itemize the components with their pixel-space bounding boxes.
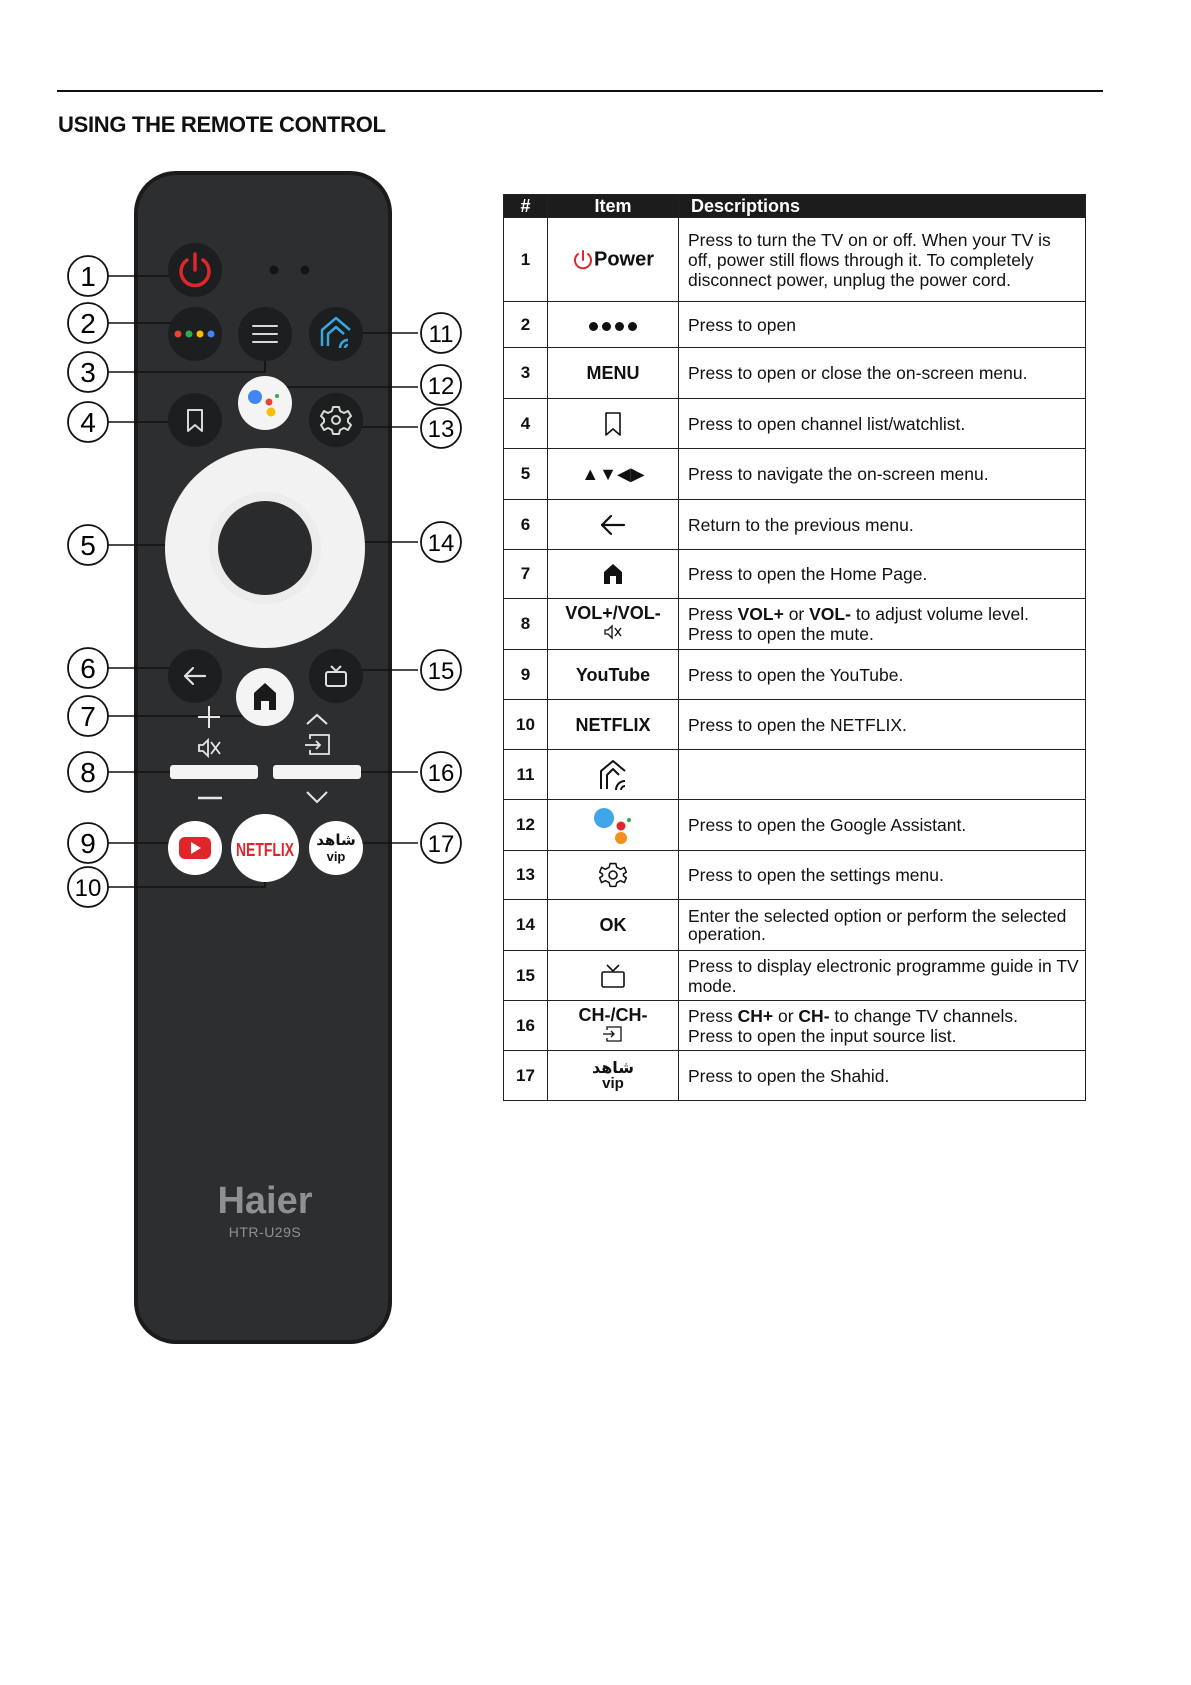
svg-text:1: 1 bbox=[80, 261, 96, 292]
row-description: Press to open the YouTube. bbox=[679, 650, 1086, 700]
callout-9 bbox=[68, 823, 108, 863]
table-row bbox=[504, 1001, 1086, 1051]
row-item bbox=[548, 750, 679, 800]
page-heading: USING THE REMOTE CONTROL bbox=[58, 112, 386, 137]
svg-text:15: 15 bbox=[427, 658, 455, 685]
row-description: Press to open the Google Assistant. bbox=[679, 800, 1086, 851]
table-row bbox=[504, 800, 1086, 851]
svg-text:13: 13 bbox=[427, 416, 455, 443]
four-dots-icon bbox=[548, 302, 679, 348]
callout-1 bbox=[68, 256, 108, 296]
row-number: 16 bbox=[504, 1001, 548, 1051]
svg-text:11: 11 bbox=[428, 321, 454, 348]
callout-5 bbox=[68, 525, 108, 565]
bookmark-icon bbox=[603, 411, 623, 437]
row-item bbox=[548, 399, 679, 449]
row-item: OK bbox=[548, 900, 679, 951]
indicator-dot bbox=[270, 266, 279, 275]
row-number: 10 bbox=[504, 700, 548, 750]
row-item bbox=[548, 550, 679, 599]
netflix-button[interactable] bbox=[231, 814, 299, 882]
svg-text:7: 7 bbox=[80, 701, 96, 732]
table-row bbox=[504, 302, 1086, 348]
row-number: 2 bbox=[504, 302, 548, 348]
shahid-button[interactable] bbox=[309, 821, 363, 875]
table-row bbox=[504, 750, 1086, 800]
svg-text:17: 17 bbox=[427, 831, 455, 858]
row-number: 17 bbox=[504, 1051, 548, 1101]
tv-guide-button[interactable] bbox=[309, 649, 363, 703]
svg-text:3: 3 bbox=[80, 357, 96, 388]
input-source-icon bbox=[601, 1025, 625, 1043]
callout-7 bbox=[68, 696, 108, 736]
power-label: Power bbox=[593, 248, 655, 271]
row-number: 1 bbox=[504, 218, 548, 302]
row-item bbox=[548, 851, 679, 900]
row-item bbox=[548, 218, 679, 302]
callout-17 bbox=[421, 823, 461, 863]
svg-text:12: 12 bbox=[427, 373, 455, 400]
shahid-vip-text: vip bbox=[326, 849, 346, 864]
row-description: Press to open bbox=[679, 302, 1086, 348]
table-row bbox=[504, 951, 1086, 1001]
row-description: Press to open channel list/watchlist. bbox=[679, 399, 1086, 449]
bookmark-button[interactable] bbox=[168, 393, 222, 447]
mute-icon bbox=[602, 623, 624, 641]
row-number: 14 bbox=[504, 900, 548, 951]
indicator-dot bbox=[301, 266, 310, 275]
table-row bbox=[504, 900, 1086, 951]
row-number: 7 bbox=[504, 550, 548, 599]
brand-logo: Haier bbox=[217, 1180, 313, 1222]
callout-13 bbox=[421, 408, 461, 448]
row-item: ▲▼◀▶ bbox=[548, 449, 679, 500]
vol-label: VOL+/VOL- bbox=[565, 603, 661, 623]
header-descriptions: Descriptions bbox=[679, 195, 1086, 218]
row-number: 11 bbox=[504, 750, 548, 800]
table-header-row bbox=[504, 195, 1086, 218]
row-number: 6 bbox=[504, 500, 548, 550]
shahid-text: شاهد bbox=[591, 1057, 635, 1077]
table-row bbox=[504, 700, 1086, 750]
svg-text:9: 9 bbox=[80, 828, 96, 859]
row-number: 5 bbox=[504, 449, 548, 500]
vip-text: vip bbox=[602, 1074, 624, 1092]
home-button[interactable] bbox=[236, 668, 294, 726]
home-icon bbox=[602, 563, 624, 585]
google-assistant-button[interactable] bbox=[238, 376, 292, 430]
row-description: Press VOL+ or VOL- to adjust volume level. Press to open the mute. bbox=[679, 599, 1086, 650]
callout-15 bbox=[421, 650, 461, 690]
row-description: Press to turn the TV on or off. When your TV is off, power still flows through it. To completely disconnect power, unplug the power cord. bbox=[679, 218, 1086, 302]
smart-home-button[interactable] bbox=[309, 307, 363, 361]
google-assistant-icon bbox=[591, 806, 635, 844]
row-item bbox=[548, 500, 679, 550]
row-number: 4 bbox=[504, 399, 548, 449]
row-item bbox=[548, 800, 679, 851]
row-number: 13 bbox=[504, 851, 548, 900]
callout-3 bbox=[68, 352, 108, 392]
callout-10 bbox=[68, 867, 108, 907]
svg-text:2: 2 bbox=[80, 308, 96, 339]
row-description: Return to the previous menu. bbox=[679, 500, 1086, 550]
row-item bbox=[548, 1001, 679, 1051]
shahid-logo-text: شاهد bbox=[316, 831, 356, 849]
row-number: 3 bbox=[504, 348, 548, 399]
netflix-logo-text: NETFLIX bbox=[236, 840, 294, 860]
row-description bbox=[679, 750, 1086, 800]
ok-button[interactable] bbox=[218, 501, 312, 595]
youtube-label: YouTube bbox=[548, 650, 679, 700]
table-row bbox=[504, 449, 1086, 500]
back-arrow-icon bbox=[599, 514, 627, 536]
callout-4 bbox=[68, 402, 108, 442]
svg-text:4: 4 bbox=[80, 407, 96, 438]
callout-11 bbox=[421, 313, 461, 353]
svg-text:6: 6 bbox=[80, 653, 96, 684]
power-button[interactable] bbox=[168, 243, 222, 297]
table-row bbox=[504, 348, 1086, 399]
row-description: Press to open the settings menu. bbox=[679, 851, 1086, 900]
table-row bbox=[504, 599, 1086, 650]
svg-text:16: 16 bbox=[427, 760, 455, 787]
netflix-label: NETFLIX bbox=[548, 700, 679, 750]
row-description: Press CH+ or CH- to change TV channels. Press to open the input source list. bbox=[679, 1001, 1086, 1051]
settings-gear-icon bbox=[599, 861, 627, 889]
row-description: Press to open or close the on-screen menu. bbox=[679, 348, 1086, 399]
table-row bbox=[504, 500, 1086, 550]
svg-text:10: 10 bbox=[74, 875, 102, 902]
svg-text:5: 5 bbox=[80, 530, 96, 561]
table-row bbox=[504, 650, 1086, 700]
button-description-table bbox=[503, 194, 1086, 1101]
row-description: Press to open the NETFLIX. bbox=[679, 700, 1086, 750]
table-row bbox=[504, 1051, 1086, 1101]
row-number: 8 bbox=[504, 599, 548, 650]
four-dots-button[interactable] bbox=[168, 307, 222, 361]
row-description: Press to open the Home Page. bbox=[679, 550, 1086, 599]
row-item bbox=[548, 951, 679, 1001]
smart-home-icon bbox=[598, 759, 628, 791]
table-row bbox=[504, 399, 1086, 449]
model-number: HTR-U29S bbox=[228, 1224, 302, 1240]
row-item bbox=[548, 599, 679, 650]
row-description: Press to display electronic programme guide in TV mode. bbox=[679, 951, 1086, 1001]
power-icon bbox=[572, 249, 594, 271]
table-row bbox=[504, 550, 1086, 599]
shahid-vip-icon bbox=[548, 1051, 679, 1101]
svg-text:8: 8 bbox=[80, 757, 96, 788]
remote-control-illustration bbox=[0, 0, 480, 1360]
row-number: 15 bbox=[504, 951, 548, 1001]
callout-14 bbox=[421, 522, 461, 562]
svg-text:14: 14 bbox=[427, 530, 455, 557]
settings-button[interactable] bbox=[309, 393, 363, 447]
table-row bbox=[504, 851, 1086, 900]
callout-16 bbox=[421, 752, 461, 792]
row-number: 9 bbox=[504, 650, 548, 700]
row-description: Press to open the Shahid. bbox=[679, 1051, 1086, 1101]
table-row bbox=[504, 218, 1086, 302]
ch-label: CH-/CH- bbox=[578, 1004, 648, 1025]
row-item: MENU bbox=[548, 348, 679, 399]
tv-guide-icon bbox=[599, 963, 627, 989]
callout-6 bbox=[68, 648, 108, 688]
row-number: 12 bbox=[504, 800, 548, 851]
menu-button[interactable] bbox=[238, 307, 292, 361]
row-description: Press to navigate the on-screen menu. bbox=[679, 449, 1086, 500]
header-item: Item bbox=[548, 195, 679, 218]
header-num: # bbox=[504, 195, 548, 218]
row-description: Enter the selected option or perform the selected operation. bbox=[679, 900, 1086, 951]
youtube-button[interactable] bbox=[168, 821, 222, 875]
callout-2 bbox=[68, 303, 108, 343]
back-button[interactable] bbox=[168, 649, 222, 703]
callout-8 bbox=[68, 752, 108, 792]
callout-12 bbox=[421, 365, 461, 405]
